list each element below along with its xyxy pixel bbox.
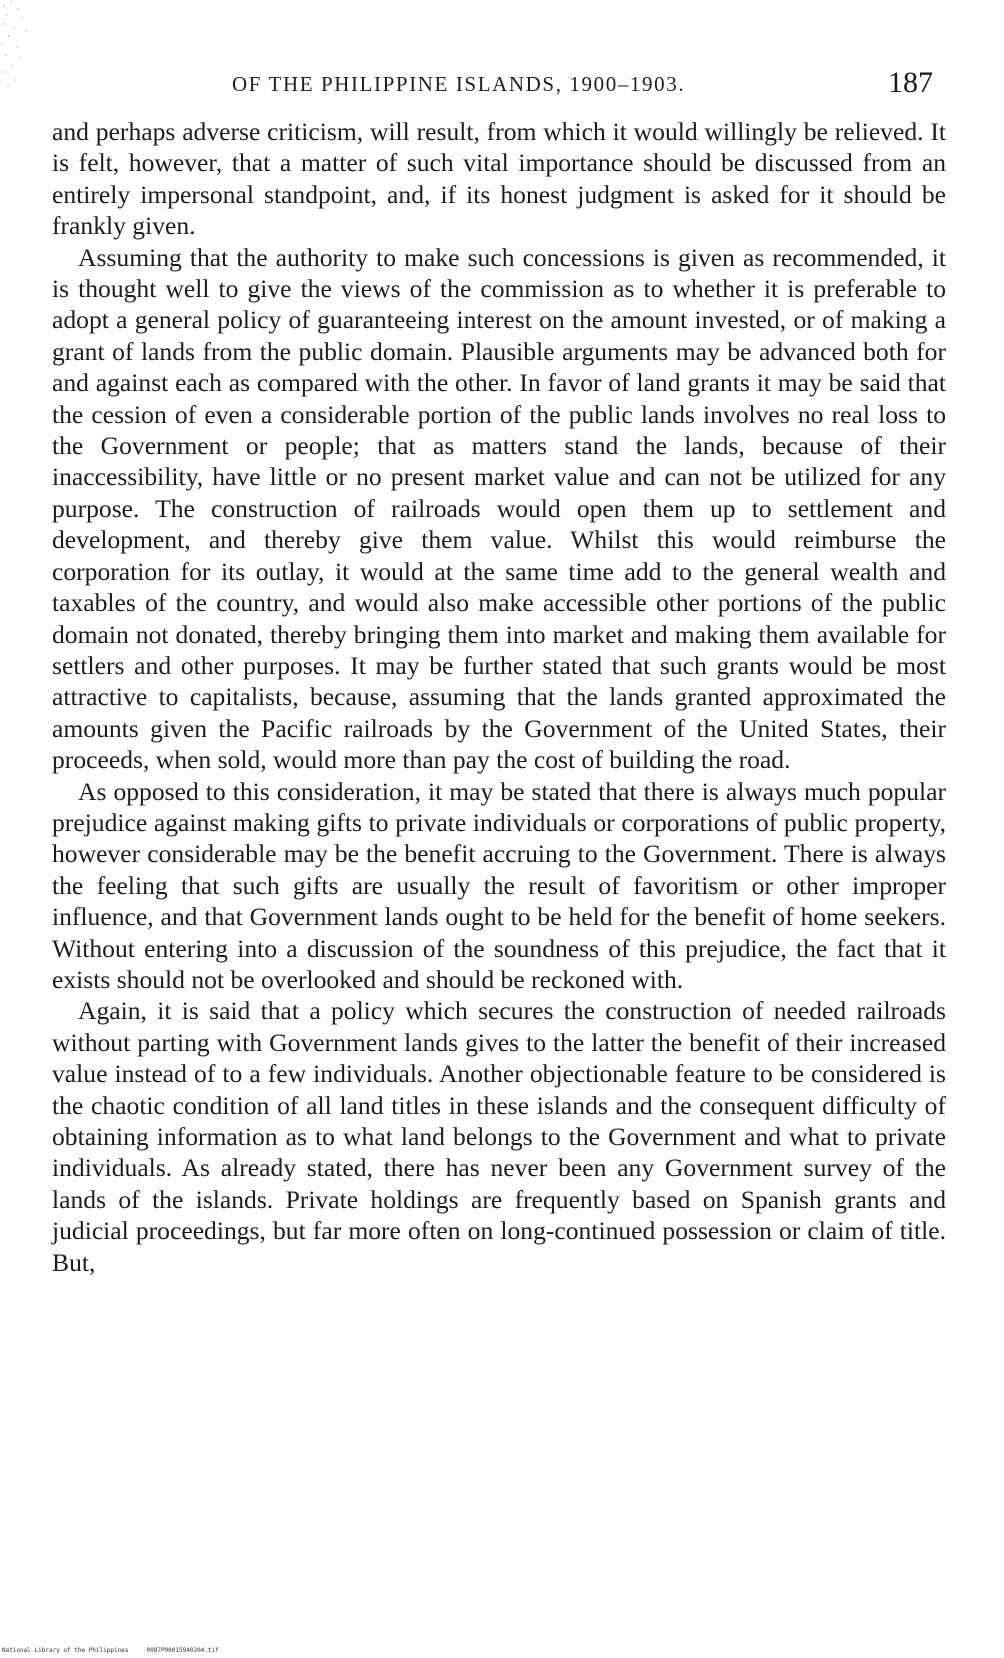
scan-speckle-mark — [0, 0, 34, 90]
paragraph-assuming: Assuming that the authority to make such concessions is given as recommended, it is thought well to give the views of the commission as to whether it is preferable to adopt a general policy of guaranteeing interest on the amount invested, or of making a grant of lands from the public domain. Plausible arguments may be advanced both for and against each as compared with the other. In favor of land grants it may be said that the cession of even a considerable portion of the public lands involves no real loss to the Government or people; that as matters stand the lands, because of their inaccessibility, have little or no present market value and can not be utilized for any purpose. The construction of railroads would open them up to settlement and development, and thereby give them value. Whilst this would reimburse the corporation for its outlay, it would at the same time add to the general wealth and taxables of the country, and would also make accessible other portions of the public domain not donated, thereby bringing them into market and making them available for settlers and other purposes. It may be further stated that such grants would be most attractive to capitalists, because, assuming that the lands granted approximated the amounts given the Pacific railroads by the Government of the United States, their proceeds, when sold, would more than pay the cost of building the road. — [52, 242, 946, 775]
paragraph-continuation: and perhaps adverse criticism, will result, from which it would willingly be relieved. It is felt, however, that a matter of such vital importance should be discussed from an entirely impersonal standpoint, and, if its honest judgment is asked for it should be frankly given. — [52, 117, 946, 241]
running-title: OF THE PHILIPPINE ISLANDS, 1900–1903. — [232, 72, 686, 96]
paragraph-again: Again, it is said that a policy which secures the construction of needed railroads without parting with Government lands gives to the latter the benefit of their increased value instead of to a few individuals. Another objectionable feature to be considered is the chaotic condition of all land titles in these islands and the consequent difficulty of obtaining information as to what land belongs to the Government and what to private individuals. As already stated, there has never been any Government survey of the lands of the islands. Private holdings are frequently based on Spanish grants and judicial proceedings, but far more often on long-continued possession or claim of title. But, — [52, 996, 946, 1277]
body-text — [52, 116, 946, 1278]
page-number: 187 — [888, 66, 933, 99]
paragraph-as-opposed: As opposed to this consideration, it may be stated that there is always much popular prejudice against making gifts to private individuals or corporations of public property, however considerable may be the benefit accruing to the Government. There is always the feeling that such gifts are usually the result of favoritism or other improper influence, and that Government lands ought to be held for the benefit of home seekers. Without entering into a discussion of the soundness of this prejudice, the fact that it exists should not be overlooked and should be reckoned with. — [52, 776, 946, 994]
scan-source-footer: National Library of the Philippines 0087P00015940204.tif — [2, 1647, 219, 1654]
